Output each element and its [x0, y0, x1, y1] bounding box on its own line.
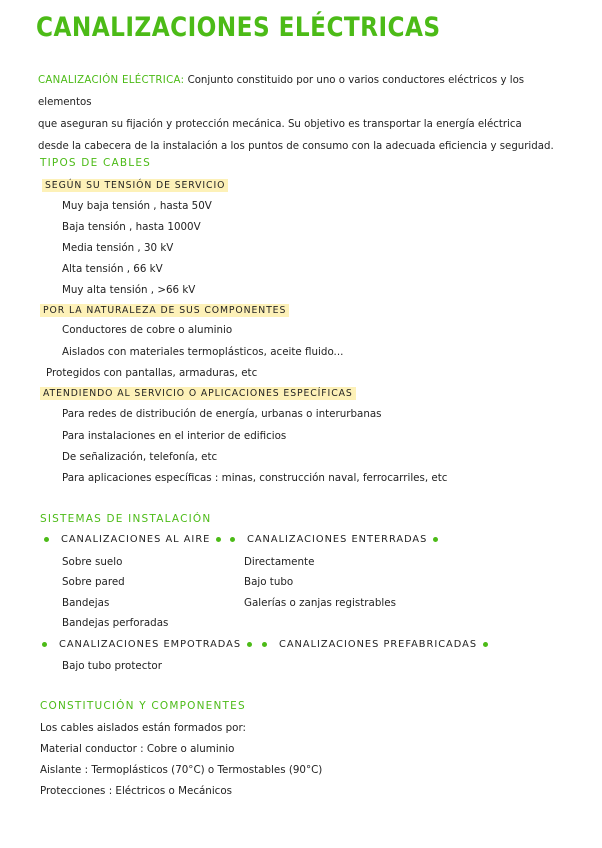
system-heading-prefabricadas — [262, 639, 488, 650]
bullet-dot-icon — [433, 537, 438, 542]
list-item: Material conductor : Cobre o aluminio — [40, 743, 235, 755]
intro-term: CANALIZACIÓN ELÉCTRICA: — [38, 75, 185, 86]
bullet-dot-icon — [247, 642, 252, 647]
list-item: Directamente — [244, 556, 315, 568]
group-heading-tension: SEGÚN SU TENSIÓN DE SERVICIO — [42, 179, 228, 192]
intro-line-2: que aseguran su fijación y protección mecánica. Su objetivo es transportar la energía eléctrica — [38, 119, 522, 130]
list-item: Muy baja tensión , hasta 50V — [62, 200, 212, 212]
bullet-dot-icon — [44, 537, 49, 542]
list-item: Bajo tubo protector — [62, 660, 162, 672]
intro-line-3: desde la cabecera de la instalación a los puntos de consumo con la adecuada eficiencia y seguridad. — [38, 141, 554, 152]
bullet-dot-icon — [483, 642, 488, 647]
list-item: Baja tensión , hasta 1000V — [62, 221, 201, 233]
list-item: Para aplicaciones específicas : minas, construcción naval, ferrocarriles, etc — [62, 472, 448, 484]
intro-paragraph — [38, 70, 578, 158]
page-title: CANALIZACIONES ELÉCTRICAS — [36, 12, 441, 43]
bullet-dot-icon — [262, 642, 267, 647]
system-heading-aire-label: CANALIZACIONES AL AIRE — [61, 534, 211, 545]
section-title-tipos: TIPOS DE CABLES — [40, 157, 152, 169]
intro-line-1-text: Conjunto constituido por uno o varios conductores eléctricos y los elementos — [38, 75, 525, 108]
group-heading-servicio: ATENDIENDO AL SERVICIO O APLICACIONES ESPECÍFICAS — [40, 387, 356, 400]
system-heading-enterradas-label: CANALIZACIONES ENTERRADAS — [247, 534, 428, 545]
bullet-dot-icon — [230, 537, 235, 542]
list-item: Alta tensión , 66 kV — [62, 263, 163, 275]
list-item: Aislados con materiales termoplásticos, aceite fluido... — [62, 346, 344, 358]
list-item: Los cables aislados están formados por: — [40, 722, 247, 734]
list-item: Protecciones : Eléctricos o Mecánicos — [40, 785, 233, 797]
list-item: Para instalaciones en el interior de edificios — [62, 430, 287, 442]
system-heading-prefabricadas-label: CANALIZACIONES PREFABRICADAS — [279, 639, 478, 650]
list-item: Aislante : Termoplásticos (70°C) o Termostables (90°C) — [40, 764, 323, 776]
list-item: Sobre suelo — [62, 556, 123, 568]
list-item: Galerías o zanjas registrables — [244, 597, 396, 609]
list-item: De señalización, telefonía, etc — [62, 451, 218, 463]
list-item: Conductores de cobre o aluminio — [62, 324, 233, 336]
bullet-dot-icon — [216, 537, 221, 542]
list-item: Para redes de distribución de energía, urbanas o interurbanas — [62, 408, 382, 420]
list-item: Bajo tubo — [244, 576, 294, 588]
list-item: Bandejas perforadas — [62, 617, 169, 629]
list-item: Media tensión , 30 kV — [62, 242, 174, 254]
bullet-dot-icon — [42, 642, 47, 647]
section-title-constitucion: CONSTITUCIÓN Y COMPONENTES — [40, 700, 246, 712]
list-item: Protegidos con pantallas, armaduras, etc — [46, 367, 258, 379]
group-heading-naturaleza: POR LA NATURALEZA DE SUS COMPONENTES — [40, 304, 289, 317]
system-heading-empotradas — [42, 639, 252, 650]
intro-line-1 — [38, 70, 578, 114]
system-heading-aire — [44, 534, 221, 545]
list-item: Muy alta tensión , >66 kV — [62, 284, 196, 296]
section-title-sistemas: SISTEMAS DE INSTALACIÓN — [40, 513, 212, 525]
list-item: Sobre pared — [62, 576, 125, 588]
system-heading-enterradas — [230, 534, 438, 545]
list-item: Bandejas — [62, 597, 110, 609]
system-heading-empotradas-label: CANALIZACIONES EMPOTRADAS — [59, 639, 242, 650]
